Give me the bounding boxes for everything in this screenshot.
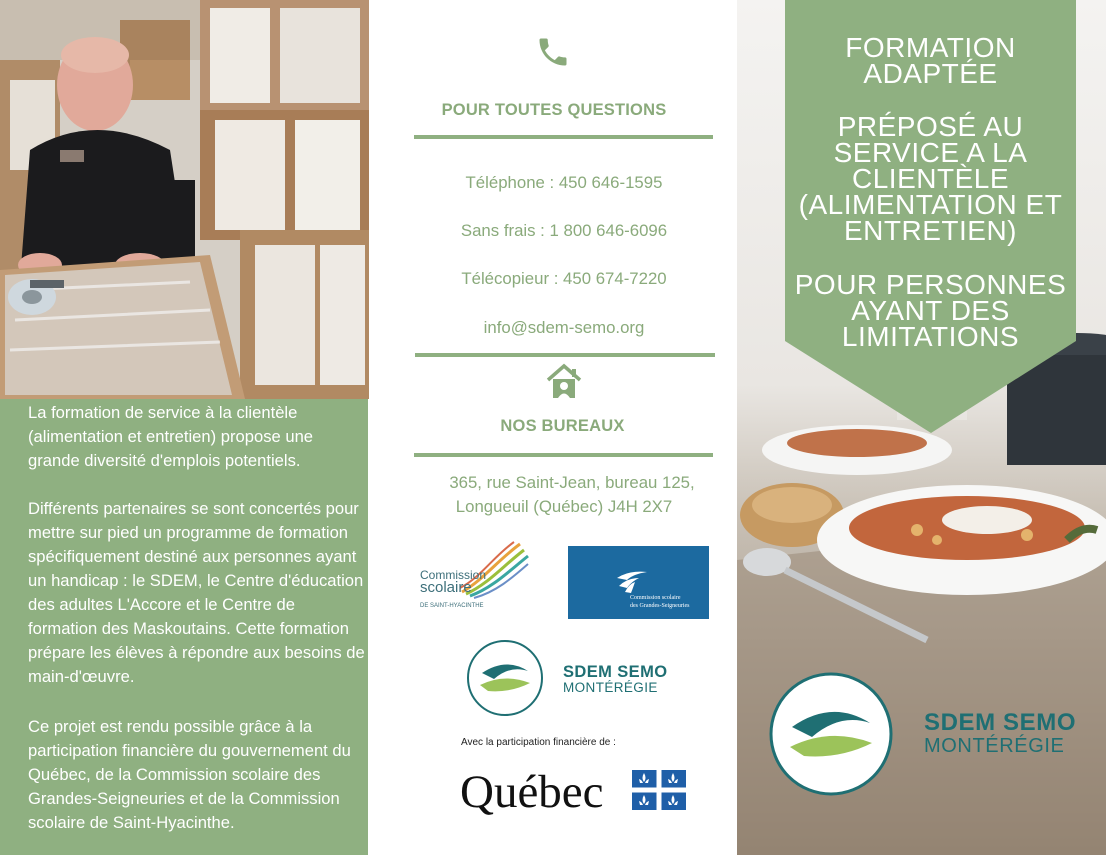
cs-gs-line2: des Grandes-Seigneuries	[630, 603, 690, 609]
house-icon	[544, 362, 584, 400]
address-line-2: Longueuil (Québec) J4H 2X7	[455, 497, 673, 516]
banner-line: CLIENTÈLE	[852, 163, 1009, 194]
offices-heading: NOS BUREAUX	[500, 417, 625, 435]
funding-note: Avec la participation financière de :	[461, 737, 616, 748]
toll-free-text: Sans frais : 1 800 646-6096	[460, 221, 668, 240]
banner-line: SERVICE A LA	[833, 137, 1028, 168]
banner-line: (ALIMENTATION ET	[798, 189, 1063, 220]
intro-paragraph: La formation de service à la clientèle (alimentation et entretien) propose une grande diversité d'emplois potentiels.	[28, 403, 314, 470]
fax-text: Télécopieur : 450 674-7220	[461, 269, 667, 288]
worker-photo	[0, 0, 369, 399]
address-line-1: 365, rue Saint-Jean, bureau 125,	[449, 473, 695, 492]
email-link[interactable]: info@sdem-semo.org	[483, 318, 645, 337]
sdem-small-line2: MONTÉRÉGIE	[563, 680, 658, 695]
funding-paragraph: Ce projet est rendu possible grâce à la participation financière du gouvernement du Québec, de la Commission scolaire des Grandes-Seigneuries et de la Commission scolaire de Saint-Hyacinthe.	[28, 717, 351, 832]
divider	[415, 353, 715, 357]
banner-line: ADAPTÉE	[863, 58, 998, 89]
sdem-large-line1: SDEM SEMO	[924, 709, 1077, 736]
banner-line: ENTRETIEN)	[844, 215, 1017, 246]
divider	[414, 135, 713, 139]
partners-paragraph: Différents partenaires se sont concertés pour mettre sur pied un programme de formation spécifiquement destiné aux personnes ayant un handicap : le SDEM, le Centre d'éducation des adultes L'Accore et le Centre de formation des Maskoutains. Cette formation prépare les élèves à répondre aux besoins de main-d'œuvre.	[28, 499, 365, 686]
banner-line: AYANT DES	[851, 295, 1010, 326]
phone-icon	[535, 34, 571, 70]
banner-line: FORMATION	[845, 32, 1016, 63]
questions-heading: POUR TOUTES QUESTIONS	[441, 101, 667, 119]
cs-sh-line1: Commission	[420, 568, 487, 582]
phone-text: Téléphone : 450 646-1595	[465, 173, 663, 192]
sdem-emblem-large	[768, 671, 894, 797]
banner-line: PRÉPOSÉ AU	[837, 111, 1024, 142]
banner-line: LIMITATIONS	[841, 321, 1020, 352]
banner-line: POUR PERSONNES	[794, 269, 1067, 300]
divider	[414, 453, 713, 457]
quebec-flag-icon	[632, 770, 686, 810]
cs-sh-line2: scolaire	[420, 579, 472, 596]
cs-grandes-seigneuries-logo	[568, 546, 709, 619]
sdem-emblem-small	[466, 639, 544, 717]
quebec-wordmark: Québec	[460, 766, 604, 818]
cs-sh-line3: DE SAINT-HYACINTHE	[420, 603, 484, 609]
cs-saint-hyacinthe-logo	[418, 540, 530, 612]
sdem-small-line1: SDEM SEMO	[563, 663, 668, 681]
sdem-large-line2: MONTÉRÉGIE	[924, 735, 1065, 757]
left-text-panel	[0, 399, 368, 855]
cs-gs-line1: Commission scolaire	[630, 595, 681, 601]
